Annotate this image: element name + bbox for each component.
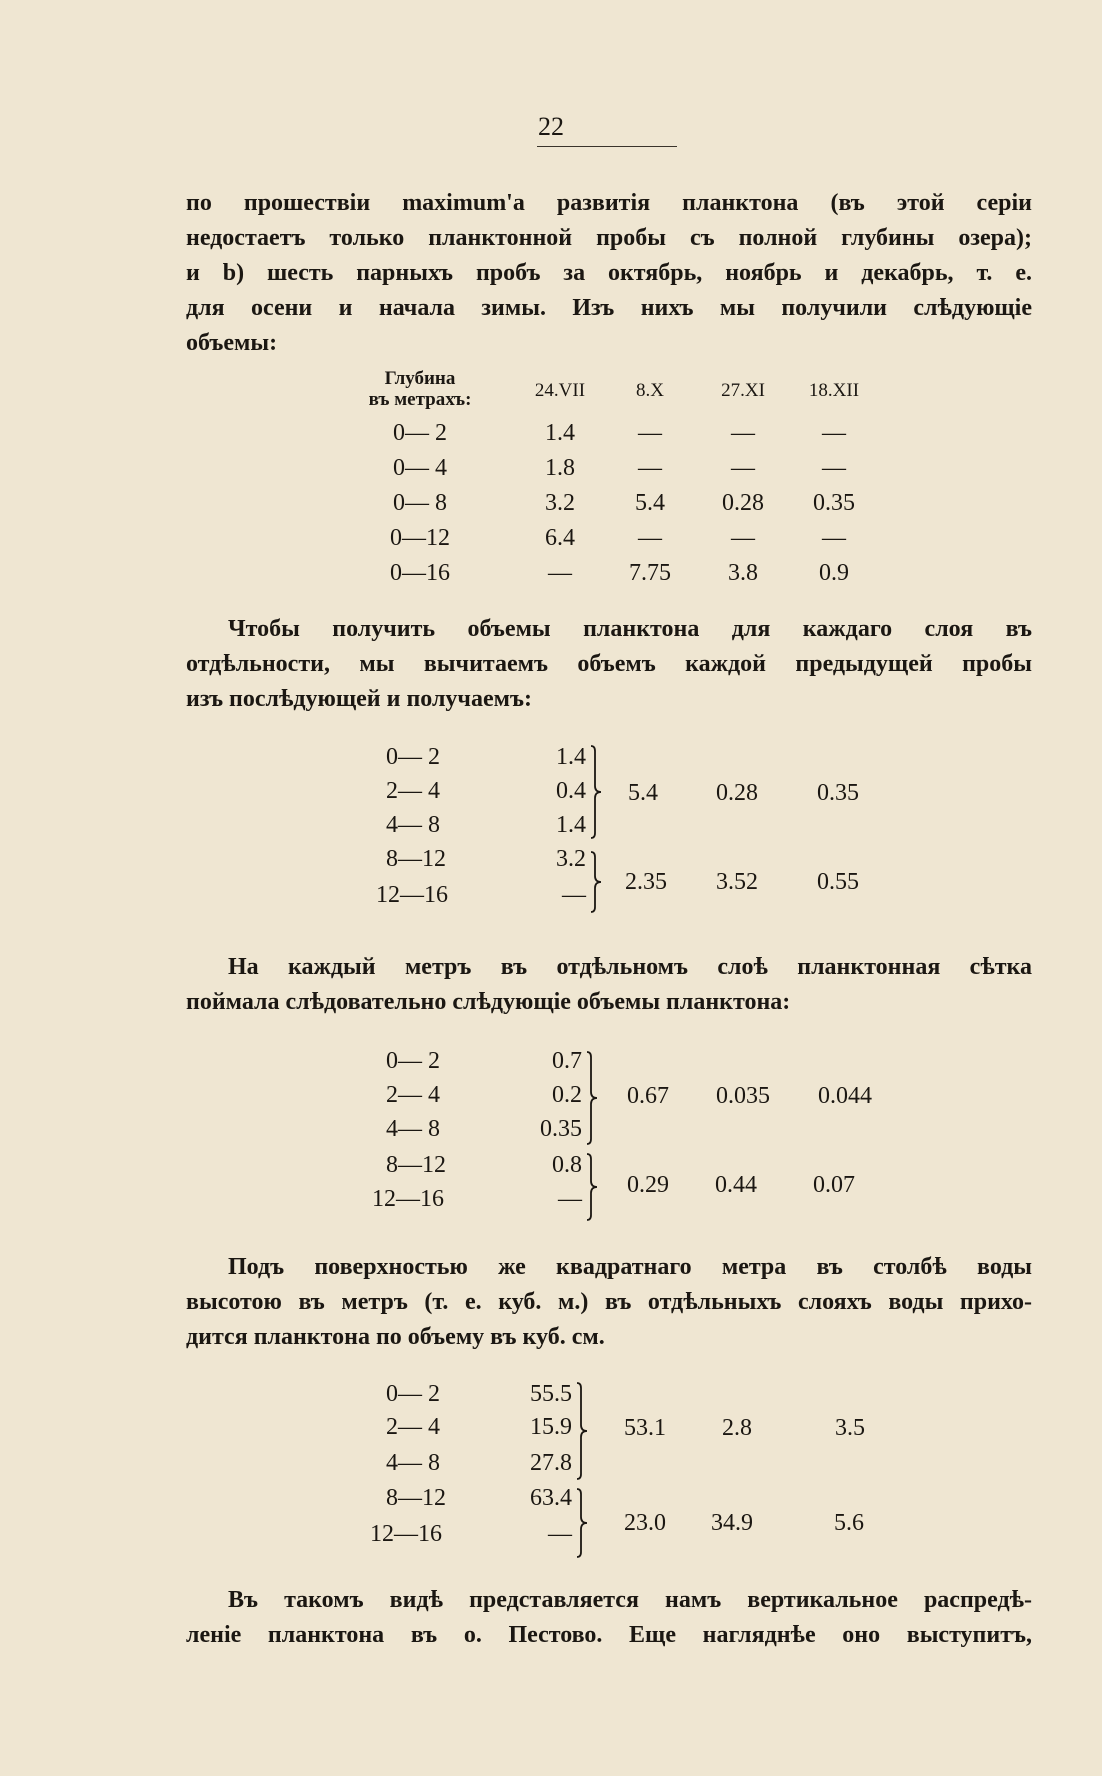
value-cell: 3.2: [545, 490, 575, 516]
group-value: 0.28: [716, 780, 758, 806]
value-cell: 0.28: [722, 490, 764, 516]
right-brace: [584, 1050, 602, 1146]
text-line: дится планктона по объему въ куб. см.: [186, 1324, 605, 1350]
text-line: отдѣльности, мы вычитаемъ объемъ каждой предыдущей пробы: [186, 651, 1032, 677]
depth-cell: 2— 4: [386, 1414, 440, 1440]
paragraph-2: [186, 612, 1032, 717]
text-line: по прошествіи maximum'а развитія планктона (въ этой серіи: [186, 190, 1032, 216]
right-brace: [574, 1381, 592, 1481]
depth-cell: 0— 2: [386, 1381, 440, 1407]
text-line: и b) шесть парныхъ пробъ за октябрь, ноябрь и декабрь, т. е.: [186, 260, 1032, 286]
right-brace: [584, 1152, 602, 1222]
text-line: изъ послѣдующей и получаемъ:: [186, 686, 532, 712]
value-cell: 27.8: [530, 1450, 572, 1476]
value-cell: —: [822, 525, 846, 551]
header-line: въ метрахъ:: [368, 389, 472, 410]
group-value: 0.035: [716, 1083, 770, 1109]
text-line: поймала слѣдовательно слѣдующіе объемы планктона:: [186, 989, 791, 1015]
group-value: 23.0: [624, 1510, 666, 1536]
group-value: 0.55: [817, 869, 859, 895]
value-cell: —: [562, 882, 586, 908]
value-cell: 0.35: [540, 1116, 582, 1142]
right-brace: [574, 1487, 592, 1559]
group-value: 5.6: [834, 1510, 864, 1536]
value-cell: 0.2: [552, 1082, 582, 1108]
group-value: 53.1: [624, 1415, 666, 1441]
value-cell: —: [638, 525, 662, 551]
depth-cell: 4— 8: [386, 812, 440, 838]
value-cell: 1.4: [556, 812, 586, 838]
depth-cell: 4— 8: [386, 1116, 440, 1142]
depth-cell: 0— 2: [393, 420, 447, 446]
text-line: недостаетъ только планктонной пробы съ полной глубины озера);: [186, 225, 1032, 251]
text-line: Подъ поверхностью же квадратнаго метра въ столбѣ воды: [228, 1254, 1032, 1280]
value-cell: —: [731, 420, 755, 446]
value-cell: 0.4: [556, 778, 586, 804]
value-cell: —: [548, 1521, 572, 1547]
paragraph-5: [186, 1583, 1032, 1653]
value-cell: —: [558, 1186, 582, 1212]
depth-cell: 12—16: [376, 882, 448, 908]
value-cell: —: [638, 455, 662, 481]
value-cell: 5.4: [635, 490, 665, 516]
group-value: 0.44: [715, 1172, 757, 1198]
header-date: 27.XI: [721, 380, 765, 401]
text-line: высотою въ метръ (т. е. куб. м.) въ отдѣльныхъ слояхъ воды прихо-: [186, 1289, 1032, 1315]
depth-cell: 12—16: [370, 1521, 442, 1547]
value-cell: 0.8: [552, 1152, 582, 1178]
value-cell: 0.35: [813, 490, 855, 516]
text-line: объемы:: [186, 330, 278, 356]
value-cell: —: [822, 420, 846, 446]
value-cell: 3.2: [556, 846, 586, 872]
paragraph-3: [186, 950, 1032, 1020]
depth-cell: 0— 8: [393, 490, 447, 516]
depth-cell: 2— 4: [386, 778, 440, 804]
page-number-rule: [537, 146, 677, 147]
value-cell: 55.5: [530, 1381, 572, 1407]
depth-cell: 0—16: [390, 560, 450, 586]
group-value: 3.5: [835, 1415, 865, 1441]
text-line: На каждый метръ въ отдѣльномъ слоѣ планктонная сѣтка: [228, 954, 1032, 980]
header-date: 8.X: [636, 380, 664, 401]
text-line: Въ такомъ видѣ представляется намъ вертикальное распредѣ-: [228, 1587, 1032, 1613]
group-value: 34.9: [711, 1510, 753, 1536]
right-brace: [588, 850, 606, 914]
right-brace: [588, 744, 606, 840]
text-line: для осени и начала зимы. Изъ нихъ мы получили слѣдующіе: [186, 295, 1032, 321]
value-cell: —: [822, 455, 846, 481]
depth-cell: 8—12: [386, 1485, 446, 1511]
value-cell: —: [638, 420, 662, 446]
group-value: 2.8: [722, 1415, 752, 1441]
value-cell: 0.7: [552, 1048, 582, 1074]
value-cell: 3.8: [728, 560, 758, 586]
group-value: 0.35: [817, 780, 859, 806]
value-cell: 1.4: [556, 744, 586, 770]
paragraph-4: [186, 1250, 1032, 1355]
group-value: 0.29: [627, 1172, 669, 1198]
depth-cell: 0— 4: [393, 455, 447, 481]
header-date: 24.VII: [534, 380, 586, 401]
group-value: 2.35: [625, 869, 667, 895]
value-cell: 15.9: [530, 1414, 572, 1440]
value-cell: 7.75: [629, 560, 671, 586]
depth-cell: 4— 8: [386, 1450, 440, 1476]
depth-cell: 2— 4: [386, 1082, 440, 1108]
group-value: 0.044: [818, 1083, 872, 1109]
depth-cell: 8—12: [386, 1152, 446, 1178]
group-value: 0.07: [813, 1172, 855, 1198]
group-value: 5.4: [628, 780, 658, 806]
header-line: Глубина: [384, 368, 456, 389]
page-number: 22: [538, 112, 564, 141]
value-cell: —: [731, 525, 755, 551]
value-cell: 1.4: [545, 420, 575, 446]
value-cell: 0.9: [819, 560, 849, 586]
depth-cell: 12—16: [372, 1186, 444, 1212]
value-cell: —: [731, 455, 755, 481]
value-cell: 1.8: [545, 455, 575, 481]
depth-cell: 0— 2: [386, 744, 440, 770]
text-line: Чтобы получить объемы планктона для каждаго слоя въ: [228, 616, 1032, 642]
depth-cell: 0—12: [390, 525, 450, 551]
value-cell: 63.4: [530, 1485, 572, 1511]
group-value: 0.67: [627, 1083, 669, 1109]
table-1-depth-header: [369, 368, 472, 410]
header-date: 18.XII: [808, 380, 860, 401]
group-value: 3.52: [716, 869, 758, 895]
depth-cell: 0— 2: [386, 1048, 440, 1074]
value-cell: 6.4: [545, 525, 575, 551]
depth-cell: 8—12: [386, 846, 446, 872]
paragraph-1: [186, 186, 1032, 361]
value-cell: —: [548, 560, 572, 586]
text-line: леніе планктона въ о. Пестово. Еще нагляднѣе оно выступитъ,: [186, 1622, 1032, 1648]
